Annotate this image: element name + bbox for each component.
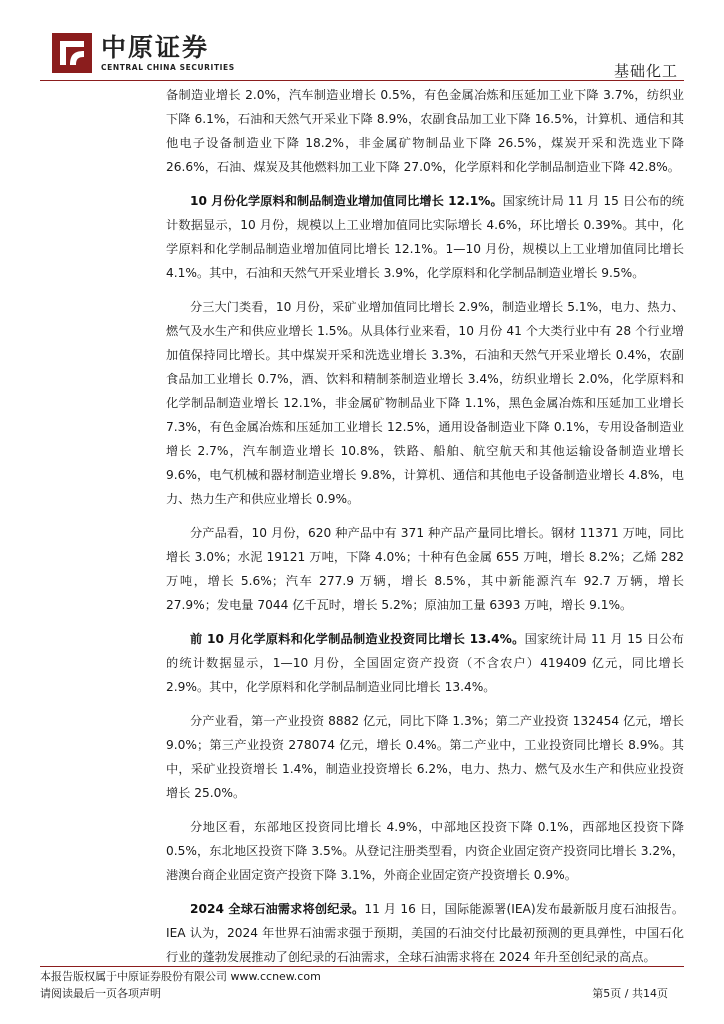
body-paragraph xyxy=(166,83,684,179)
body-paragraph xyxy=(166,627,684,699)
paragraph-lead: 10 月份化学原料和制品制造业增加值同比增长 12.1%。 xyxy=(190,194,503,208)
paragraph-text: 分产品看，10 月份，620 种产品中有 371 种产品产量同比增长。钢材 11371 万吨，同比增长 3.0%；水泥 19121 万吨，下降 4.0%；十种有色金属 655 万吨，增长 8.2%；乙烯 282 万吨，增长 5.6%；汽车 277.9 万辆，增长 8.5%，其中新能源汽车 92.7 万辆，增长 27.9%；发电量 7044 亿千瓦时，增长 5.2%；原油加工量 6393 万吨，增长 9.1%。 xyxy=(166,526,684,612)
paragraph-text: 分产业看，第一产业投资 8882 亿元，同比下降 1.3%；第二产业投资 132454 亿元，增长 9.0%；第三产业投资 278074 亿元，增长 0.4%。第二产业中，工业投资同比增长 8.9%。其中，采矿业投资增长 1.4%，制造业投资增长 6.2%，电力、热力、燃气及水生产和供应业投资增长 25.0%。 xyxy=(166,714,684,800)
body-paragraph xyxy=(166,189,684,285)
paragraph-text: 国家统计局 11 月 15 日公布的统计数据显示，1—10 月份，全国固定资产投资（不含农户）419409 亿元，同比增长 2.9%。其中，化学原料和化学制品制造业同比增长 13.4%。 xyxy=(166,632,684,694)
paragraph-lead: 2024 全球石油需求将创纪录。 xyxy=(190,902,365,916)
footer-notes xyxy=(40,968,321,1002)
report-category: 基础化工 xyxy=(613,62,678,80)
paragraph-text: 11 月 16 日，国际能源署(IEA)发布最新版月度石油报告。IEA 认为，2024 年世界石油需求强于预期，美国的石油交付比最初预测的更具弹性，中国石化行业的蓬勃发展推动了创纪录的石油需求，全球石油需求将在 2024 年升至创纪录的高点。 xyxy=(166,902,685,964)
company-logo-icon xyxy=(52,33,92,73)
body-paragraph xyxy=(166,521,684,617)
paragraph-text: 国家统计局 11 月 15 日公布的统计数据显示，10 月份，规模以上工业增加值同比实际增长 4.6%，环比增长 0.39%。其中，化学原料和化学制品制造业增加值同比增长 12.1%。1—10 月份，规模以上工业增加值同比增长 4.1%。其中，石油和天然气开采业增长 3.9%，化学原料和化学制品制造业增长 9.5%。 xyxy=(166,194,684,280)
company-name-cn: 中原证券 xyxy=(101,33,210,62)
footer-disclaimer: 请阅读最后一页各项声明 xyxy=(40,987,161,1000)
paragraph-text: 分三大门类看，10 月份，采矿业增加值同比增长 2.9%，制造业增长 5.1%，电力、热力、燃气及水生产和供应业增长 1.5%。从具体行业来看，10 月份 41 个大类行业中有 28 个行业增加值保持同比增长。其中煤炭开采和洗选业增长 3.3%，石油和天然气开采业增长 0.4%，农副食品加工业增长 0.7%，酒、饮料和精制茶制造业增长 3.4%，纺织业增长 2.0%，化学原料和化学制品制造业增长 12.1%，非金属矿物制品业下降 1.1%，黑色金属冶炼和压延加工业增长 7.3%，有色金属冶炼和压延加工业增长 12.5%，通用设备制造业下降 0.1%，专用设备制造业增长 2.7%，汽车制造业增长 10.8%，铁路、船舶、航空航天和其他运输设备制造业增长 9.6%，电气机械和器材制造业增长 9.8%，计算机、通信和其他电子设备制造业增长 4.8%，电力、热力生产和供应业增长 0.9%。 xyxy=(166,300,684,506)
page-number: 第5页 / 共14页 xyxy=(592,987,668,1000)
paragraph-text: 备制造业增长 2.0%，汽车制造业增长 0.5%，有色金属冶炼和压延加工业下降 3.7%，纺织业下降 6.1%，石油和天然气开采业下降 8.9%，农副食品加工业下降 16.5%，计算机、通信和其他电子设备制造业下降 18.2%，非金属矿物制品业下降 26.5%，煤炭开采和洗选业下降 26.6%，石油、煤炭及其他燃料加工业下降 27.0%，化学原料和化学制品制造业下降 42.8%。 xyxy=(166,88,684,174)
company-name-en: CENTRAL CHINA SECURITIES xyxy=(101,63,235,72)
header-divider xyxy=(40,80,684,81)
footer-divider xyxy=(40,966,684,967)
body-paragraph xyxy=(166,295,684,511)
page-header xyxy=(0,0,724,82)
footer-copyright: 本报告版权属于中原证券股份有限公司 xyxy=(40,970,227,983)
body-paragraph xyxy=(166,709,684,805)
report-body xyxy=(166,83,684,979)
body-paragraph xyxy=(166,897,684,969)
paragraph-text: 分地区看，东部地区投资同比增长 4.9%，中部地区投资下降 0.1%，西部地区投资下降 0.5%，东北地区投资下降 3.5%。从登记注册类型看，内资企业固定资产投资同比增长 3.2%，港澳台商企业固定资产投资下降 3.1%，外商企业固定资产投资增长 0.9%。 xyxy=(166,820,684,882)
footer-website-link[interactable]: www.ccnew.com xyxy=(230,970,321,983)
body-paragraph xyxy=(166,815,684,887)
paragraph-lead: 前 10 月化学原料和化学制品制造业投资同比增长 13.4%。 xyxy=(190,632,525,646)
